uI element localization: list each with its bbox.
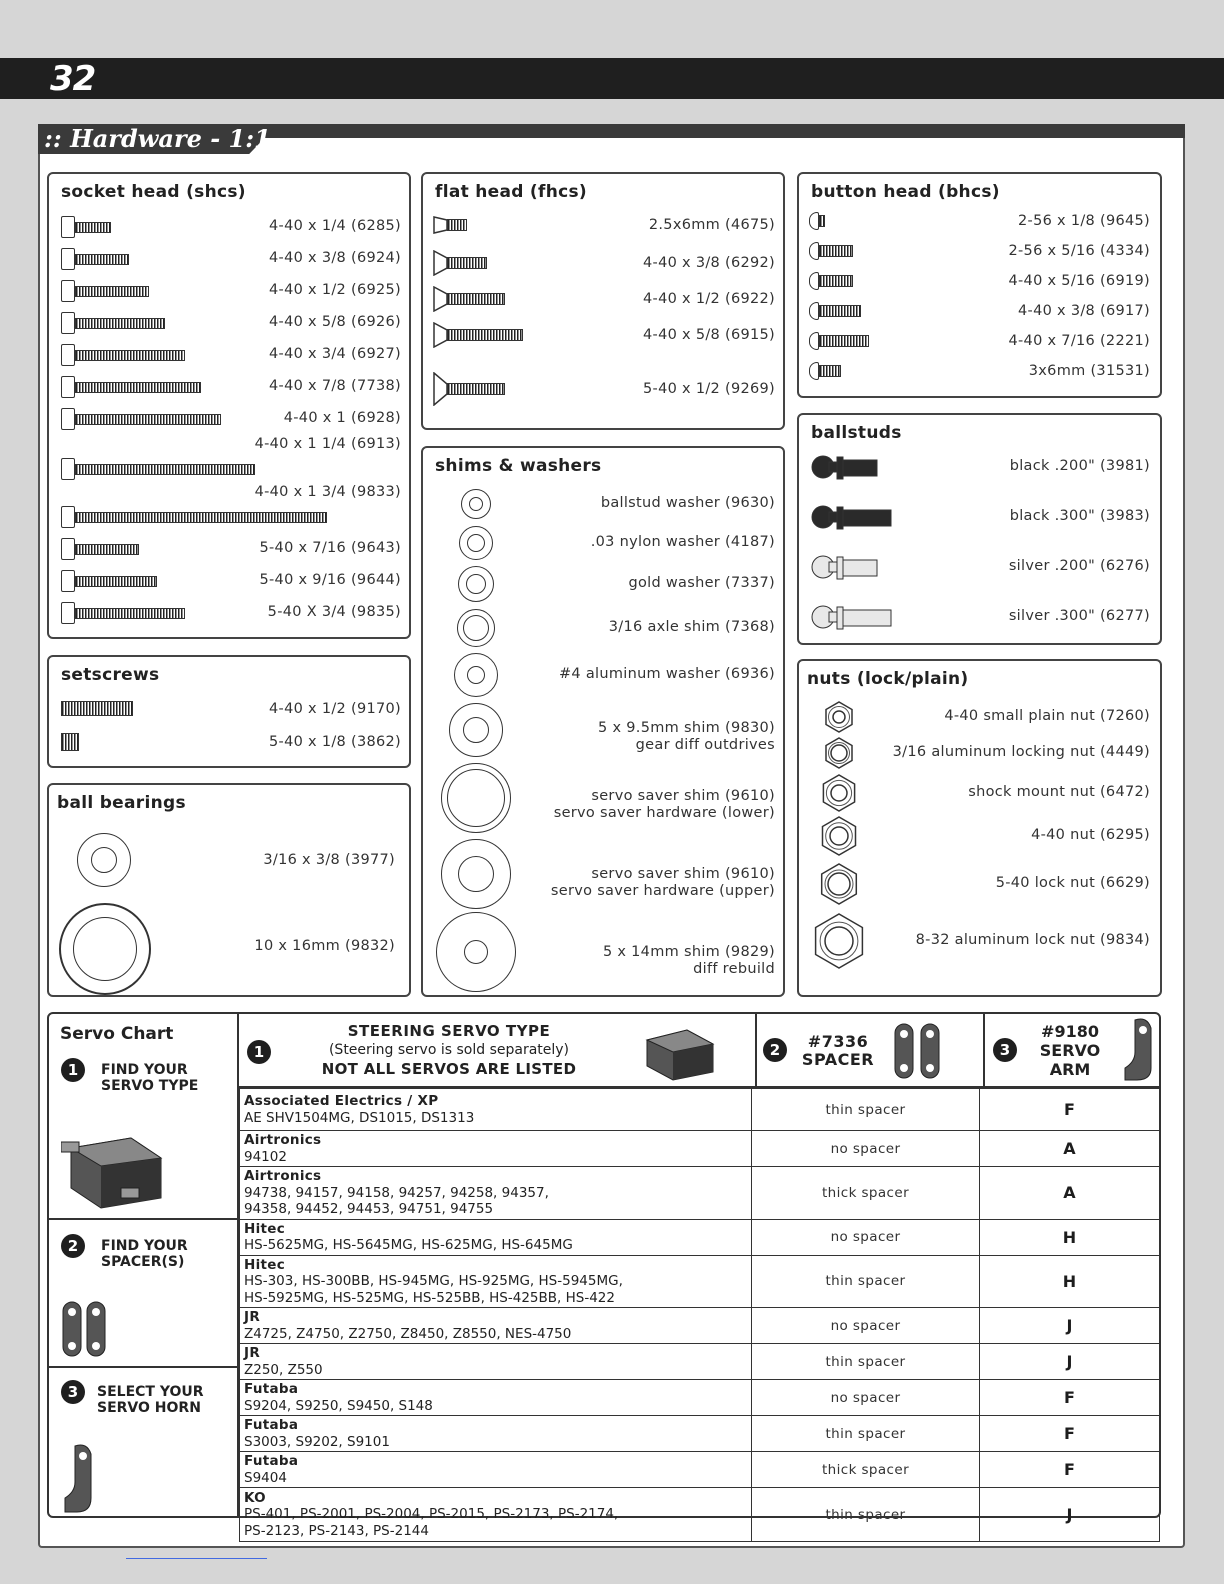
servo-chart — [47, 1012, 1161, 1539]
washer-bore — [463, 717, 489, 743]
shim-label: servo saver shim (9610) — [591, 788, 775, 804]
servo-models: HS-5625MG, HS-5645MG, HS-625MG, HS-645MG — [244, 1237, 573, 1253]
washer-bore — [464, 940, 488, 964]
servo-models: HS-303, HS-300BB, HS-945MG, HS-925MG, HS-5945MG, — [244, 1273, 623, 1289]
button-head-label: 4-40 x 7/16 (2221) — [1008, 333, 1150, 349]
servo-models: 94102 — [244, 1148, 287, 1165]
page-number: 32 — [50, 59, 96, 99]
servo-row — [240, 1131, 1160, 1167]
servo-arm-header — [983, 1014, 1161, 1088]
flat-head-screw-graphic — [433, 372, 511, 406]
ballstuds-panel — [797, 413, 1162, 645]
step-label: SPACER(S) — [101, 1254, 185, 1270]
servo-model-cell — [240, 1219, 752, 1255]
ballstud-label: black .200" (3981) — [1009, 458, 1150, 474]
shim-label: .03 nylon washer (4187) — [590, 534, 775, 550]
socket-head-label: 4-40 x 1 3/4 (9833) — [254, 484, 401, 500]
servo-row — [240, 1344, 1160, 1380]
servo-model-cell — [240, 1255, 752, 1308]
screw-thread — [75, 414, 221, 425]
servo-arm-cell: F — [980, 1452, 1160, 1488]
screw-thread — [75, 254, 129, 265]
shim-usage: servo saver hardware (upper) — [550, 883, 775, 899]
nuts-title: nuts (lock/plain) — [807, 669, 969, 689]
screw-head — [809, 212, 819, 230]
servo-models: Z250, Z550 — [244, 1361, 323, 1378]
header-note: (Steering servo is sold separately) — [328, 1042, 570, 1058]
spacer-cell: no spacer — [752, 1131, 980, 1167]
screw-head — [61, 280, 75, 302]
nut-label: shock mount nut (6472) — [968, 784, 1150, 800]
spacer-cell: thin spacer — [752, 1488, 980, 1542]
servo-row — [240, 1255, 1160, 1308]
header-part: #9180 — [1041, 1022, 1099, 1041]
shim-label: servo saver shim (9610) — [591, 866, 775, 882]
flat-head-screw-graphic — [433, 322, 529, 348]
button-head-panel — [797, 172, 1162, 398]
screw-head — [61, 458, 75, 480]
servo-model-cell — [240, 1167, 752, 1220]
screw-thread — [447, 257, 487, 269]
screw-thread — [75, 318, 165, 329]
nut-graphic — [819, 773, 859, 813]
ballstud-graphic — [811, 453, 883, 483]
spacer-cell: thin spacer — [752, 1344, 980, 1380]
screw-head — [809, 332, 819, 350]
section-title: :: Hardware - 1:1 — [44, 124, 271, 153]
step-badge: 2 — [61, 1234, 85, 1258]
screw-head — [61, 408, 75, 430]
bearing-label: 3/16 x 3/8 (3977) — [263, 852, 395, 868]
screw-thread — [819, 245, 853, 257]
nut-graphic — [818, 815, 860, 857]
servo-model-cell — [240, 1089, 752, 1131]
button-head-title: button head (bhcs) — [811, 182, 1000, 202]
header-part: #7336 — [807, 1032, 869, 1051]
screw-head — [809, 362, 819, 380]
screw-thread — [819, 215, 825, 227]
ballstud-label: silver .200" (6276) — [1008, 558, 1150, 574]
nut-label: 4-40 small plain nut (7260) — [944, 708, 1150, 724]
spacer-header-icon — [893, 1022, 943, 1082]
servo-horn-icon — [61, 1442, 107, 1518]
screw-thread — [75, 286, 149, 297]
screw-head — [809, 272, 819, 290]
flat-head-title: flat head (fhcs) — [435, 182, 587, 202]
nut-graphic — [822, 700, 856, 734]
servo-arm-cell: A — [980, 1131, 1160, 1167]
washer-bore — [467, 534, 485, 552]
shim-label: 3/16 axle shim (7368) — [608, 619, 775, 635]
servo-arm-cell: F — [980, 1380, 1160, 1416]
nuts-panel — [797, 659, 1162, 997]
bearing-label: 10 x 16mm (9832) — [254, 938, 395, 954]
servo-models: Z4725, Z4750, Z2750, Z8450, Z8550, NES-4750 — [244, 1325, 572, 1342]
servo-arm-cell: A — [980, 1167, 1160, 1220]
screw-head — [61, 538, 75, 560]
washer-bore — [458, 856, 494, 892]
shim-label: 5 x 14mm shim (9829) — [602, 944, 775, 960]
servo-models: S3003, S9202, S9101 — [244, 1433, 390, 1450]
servo-arm-header-icon — [1121, 1016, 1161, 1086]
shim-usage: gear diff outdrives — [635, 737, 775, 753]
screw-head — [61, 376, 75, 398]
button-head-label: 4-40 x 5/16 (6919) — [1008, 273, 1150, 289]
spacer-cell: no spacer — [752, 1380, 980, 1416]
step-label: SELECT YOUR — [97, 1384, 204, 1400]
screw-head — [61, 602, 75, 624]
nut-label: 3/16 aluminum locking nut (4449) — [892, 744, 1150, 760]
servo-brand: Futaba — [244, 1417, 299, 1433]
header-badge: 1 — [247, 1040, 271, 1064]
servo-chart-steps — [49, 1014, 239, 1516]
screw-thread — [75, 382, 201, 393]
spacer-header — [755, 1014, 983, 1088]
screw-thread — [447, 293, 505, 305]
servo-header-image — [641, 1022, 717, 1082]
servo-row — [240, 1089, 1160, 1131]
servo-models: 94358, 94452, 94453, 94751, 94755 — [244, 1201, 494, 1217]
socket-head-label: 4-40 x 3/8 (6924) — [269, 250, 401, 266]
spacer-cell: no spacer — [752, 1308, 980, 1344]
flat-head-screw-graphic — [433, 286, 511, 312]
servo-row — [240, 1167, 1160, 1220]
header-part-name: ARM — [1049, 1060, 1091, 1079]
servo-model-cell — [240, 1380, 752, 1416]
socket-head-label: 4-40 x 1 (6928) — [283, 410, 401, 426]
washer-bore — [467, 666, 485, 684]
servo-arm-cell: J — [980, 1308, 1160, 1344]
flat-head-label: 4-40 x 1/2 (6922) — [643, 291, 775, 307]
socket-head-label: 5-40 X 3/4 (9835) — [267, 604, 401, 620]
washer-bore — [463, 615, 489, 641]
socket-head-label: 5-40 x 9/16 (9644) — [259, 572, 401, 588]
spacer-icon — [61, 1300, 109, 1360]
shim-label: #4 aluminum washer (6936) — [558, 666, 775, 682]
page-header-bar — [0, 58, 1224, 99]
screw-head — [61, 344, 75, 366]
nut-label: 5-40 lock nut (6629) — [995, 875, 1150, 891]
servo-models: S9404 — [244, 1469, 287, 1486]
socket-head-label: 4-40 x 5/8 (6926) — [269, 314, 401, 330]
socket-head-title: socket head (shcs) — [61, 182, 246, 202]
button-head-label: 2-56 x 1/8 (9645) — [1018, 213, 1150, 229]
nut-graphic — [810, 912, 868, 970]
socket-head-panel — [47, 172, 411, 639]
header-badge: 2 — [763, 1038, 787, 1062]
servo-brand: Hitec — [244, 1256, 286, 1273]
ballstud-label: silver .300" (6277) — [1008, 608, 1150, 624]
step-badge: 1 — [61, 1058, 85, 1082]
screw-thread — [447, 329, 523, 341]
servo-models: PS-401, PS-2001, PS-2004, PS-2015, PS-2173, PS-2174, — [244, 1506, 619, 1523]
servo-models: AE SHV1504MG, DS1015, DS1313 — [244, 1109, 475, 1126]
setscrews-panel — [47, 655, 411, 768]
screw-thread — [75, 464, 255, 475]
servo-models: PS-2123, PS-2143, PS-2144 — [244, 1522, 429, 1539]
socket-head-label: 4-40 x 1/2 (6925) — [269, 282, 401, 298]
servo-models: S9204, S9250, S9450, S148 — [244, 1397, 433, 1414]
flat-head-panel — [421, 172, 785, 430]
servo-image — [61, 1118, 171, 1210]
screw-thread — [447, 383, 505, 395]
nut-graphic — [822, 736, 856, 770]
header-title: STEERING SERVO TYPE — [347, 1022, 551, 1040]
screw-thread — [75, 512, 327, 523]
nut-label: 4-40 nut (6295) — [1031, 827, 1150, 843]
ballstud-graphic — [811, 553, 883, 583]
button-head-label: 2-56 x 5/16 (4334) — [1008, 243, 1150, 259]
shim-usage: diff rebuild — [693, 961, 775, 977]
servo-brand: Futaba — [244, 1453, 299, 1469]
screw-thread — [75, 222, 111, 233]
socket-head-label: 4-40 x 3/4 (6927) — [269, 346, 401, 362]
screw-thread — [819, 305, 861, 317]
step-label: SERVO TYPE — [101, 1078, 199, 1094]
servo-model-cell — [240, 1344, 752, 1380]
servo-brand: JR — [244, 1345, 261, 1361]
setscrew-label: 4-40 x 1/2 (9170) — [269, 701, 401, 717]
screw-thread — [819, 275, 853, 287]
screw-thread — [819, 365, 841, 377]
washer-bore — [466, 574, 486, 594]
ball-bearings-panel — [47, 783, 411, 997]
setscrews-title: setscrews — [61, 665, 160, 685]
servo-arm-cell: F — [980, 1089, 1160, 1131]
servo-row — [240, 1380, 1160, 1416]
ballstud-graphic — [811, 503, 897, 533]
ballstud-graphic — [811, 603, 897, 633]
servo-brand: KO — [244, 1489, 266, 1506]
screw-thread — [447, 219, 467, 231]
servo-model-cell — [240, 1452, 752, 1488]
servo-type-header — [239, 1014, 755, 1088]
flat-head-screw-graphic — [433, 250, 493, 276]
servo-arm-cell: J — [980, 1488, 1160, 1542]
servo-arm-cell: H — [980, 1255, 1160, 1308]
servo-arm-cell: F — [980, 1416, 1160, 1452]
servo-chart-title: Servo Chart — [60, 1024, 174, 1044]
flat-head-label: 4-40 x 3/8 (6292) — [643, 255, 775, 271]
step-label: FIND YOUR — [101, 1062, 188, 1078]
servo-table — [239, 1088, 1160, 1542]
servo-arm-cell: J — [980, 1344, 1160, 1380]
step-badge: 3 — [61, 1380, 85, 1404]
servo-brand: Hitec — [244, 1220, 286, 1237]
shim-label: gold washer (7337) — [628, 575, 775, 591]
screw-head — [61, 312, 75, 334]
shim-label: ballstud washer (9630) — [600, 495, 775, 511]
screw-thread — [75, 544, 139, 555]
socket-head-label: 5-40 x 7/16 (9643) — [259, 540, 401, 556]
footer-link[interactable] — [126, 1558, 267, 1559]
step-divider — [49, 1218, 237, 1220]
header-warning: NOT ALL SERVOS ARE LISTED — [321, 1060, 577, 1078]
socket-head-label: 4-40 x 1 1/4 (6913) — [254, 436, 401, 452]
header-part-name: SPACER — [801, 1050, 875, 1069]
servo-model-cell — [240, 1131, 752, 1167]
servo-model-cell — [240, 1488, 752, 1542]
nut-graphic — [817, 862, 861, 906]
setscrew-label: 5-40 x 1/8 (3862) — [269, 734, 401, 750]
ballstud-label: black .300" (3983) — [1009, 508, 1150, 524]
step-label: FIND YOUR — [101, 1238, 188, 1254]
shims-title: shims & washers — [435, 456, 602, 476]
spacer-cell: thick spacer — [752, 1452, 980, 1488]
servo-brand: JR — [244, 1309, 261, 1325]
servo-models: 94738, 94157, 94158, 94257, 94258, 94357, — [244, 1184, 549, 1201]
bearing-large-bore — [73, 917, 137, 981]
screw-head — [809, 302, 819, 320]
shim-usage: servo saver hardware (lower) — [553, 805, 775, 821]
button-head-label: 4-40 x 3/8 (6917) — [1018, 303, 1150, 319]
flat-head-label: 2.5x6mm (4675) — [648, 217, 775, 233]
servo-row — [240, 1488, 1160, 1542]
spacer-cell: thin spacer — [752, 1255, 980, 1308]
screw-head — [61, 570, 75, 592]
socket-head-label: 4-40 x 7/8 (7738) — [269, 378, 401, 394]
servo-brand: Associated Electrics / XP — [244, 1093, 439, 1109]
step-label: SERVO HORN — [97, 1400, 201, 1416]
washer-bore — [447, 769, 505, 827]
spacer-cell: thin spacer — [752, 1089, 980, 1131]
spacer-cell: thin spacer — [752, 1416, 980, 1452]
screw-head — [61, 216, 75, 238]
flat-head-label: 5-40 x 1/2 (9269) — [643, 381, 775, 397]
socket-head-label: 4-40 x 1/4 (6285) — [269, 218, 401, 234]
servo-model-cell — [240, 1308, 752, 1344]
servo-model-cell — [240, 1416, 752, 1452]
washer-bore — [469, 497, 483, 511]
servo-brand: Futaba — [244, 1381, 299, 1397]
flat-head-screw-graphic — [433, 216, 473, 234]
screw-head — [809, 242, 819, 260]
header-badge: 3 — [993, 1038, 1017, 1062]
shim-label: 5 x 9.5mm shim (9830) — [598, 720, 775, 736]
servo-row — [240, 1308, 1160, 1344]
flat-head-label: 4-40 x 5/8 (6915) — [643, 327, 775, 343]
screw-thread — [75, 608, 185, 619]
servo-brand: Airtronics — [244, 1132, 322, 1148]
ball-bearings-title: ball bearings — [57, 793, 186, 813]
servo-arm-cell: H — [980, 1219, 1160, 1255]
servo-brand: Airtronics — [244, 1168, 322, 1184]
nut-label: 8-32 aluminum lock nut (9834) — [915, 932, 1150, 948]
ballstuds-title: ballstuds — [811, 423, 902, 443]
spacer-cell: no spacer — [752, 1219, 980, 1255]
header-part-name: SERVO — [1039, 1041, 1101, 1060]
shims-panel — [421, 446, 785, 997]
button-head-label: 3x6mm (31531) — [1028, 363, 1150, 379]
bearing-small-bore — [91, 847, 117, 873]
step-divider — [49, 1366, 237, 1368]
servo-row — [240, 1219, 1160, 1255]
screw-thread — [819, 335, 869, 347]
servo-models: HS-5925MG, HS-525MG, HS-525BB, HS-425BB, HS-422 — [244, 1289, 615, 1306]
servo-row — [240, 1452, 1160, 1488]
spacer-cell: thick spacer — [752, 1167, 980, 1220]
servo-row — [240, 1416, 1160, 1452]
screw-thread — [75, 576, 157, 587]
screw-head — [61, 506, 75, 528]
screw-head — [61, 248, 75, 270]
screw-thread — [75, 350, 185, 361]
